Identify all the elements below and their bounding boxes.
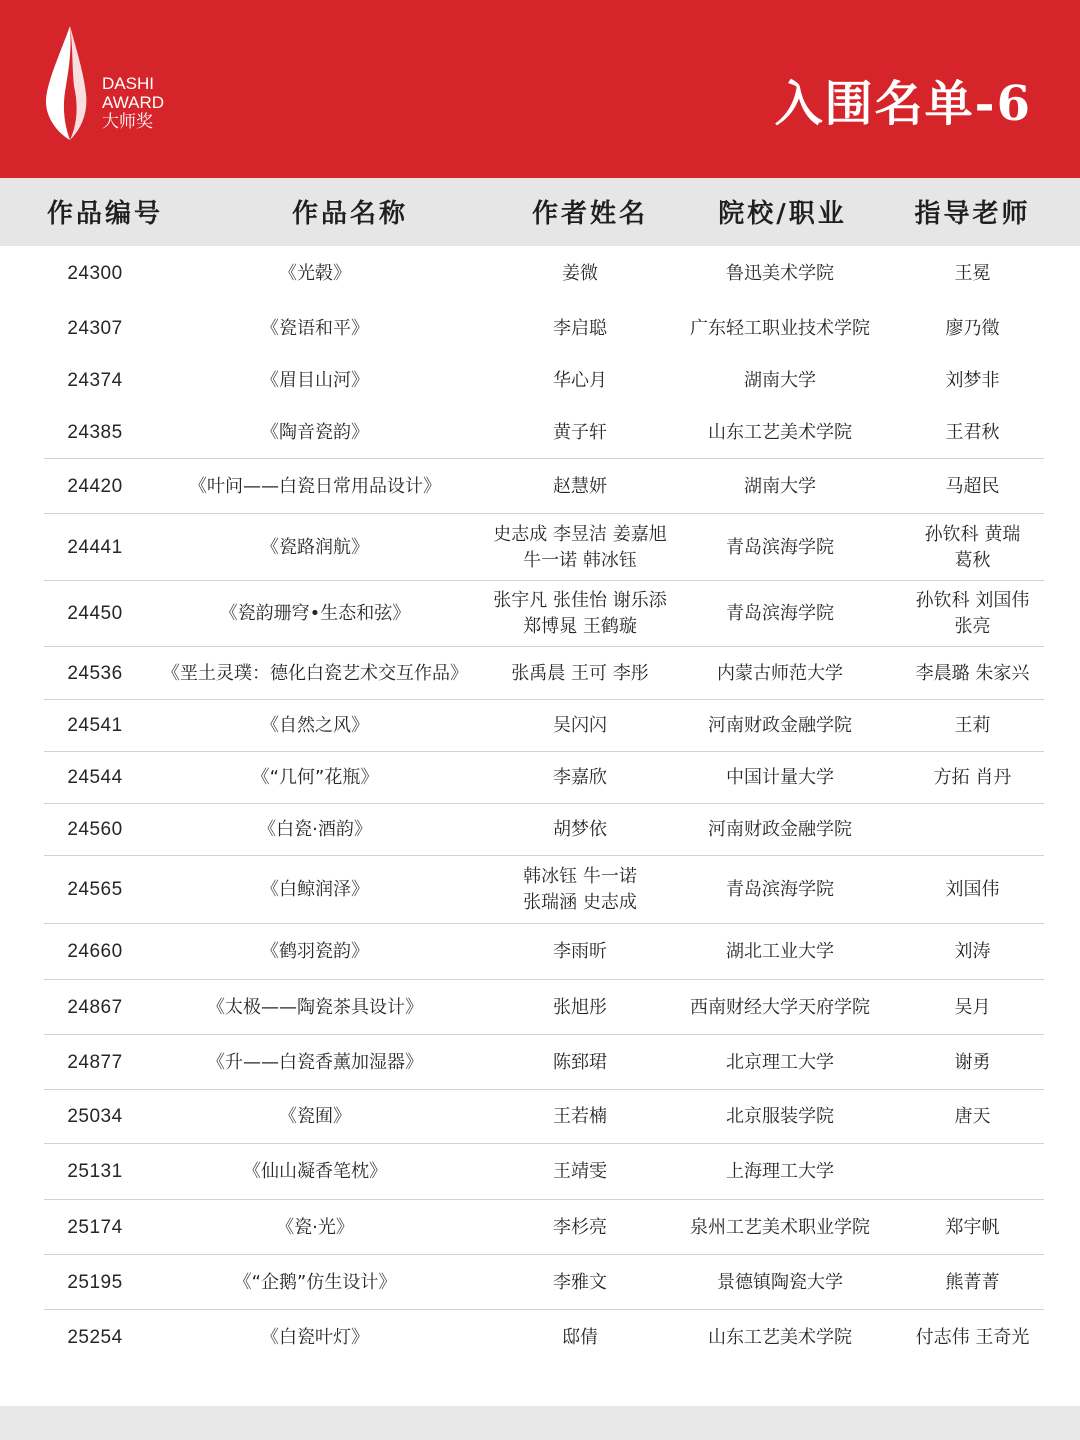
cell-teacher [880, 514, 1065, 581]
table-row [0, 1144, 1080, 1200]
cell-work-id: 24867 [67, 996, 123, 1018]
cell-teacher [880, 752, 1065, 804]
cell-teacher [880, 459, 1065, 514]
cell-author [480, 407, 680, 459]
cell-work-id: 25254 [67, 1327, 123, 1348]
cell-author-line: 张瑞涵 史志成 [523, 892, 637, 913]
flame-logo-icon [40, 24, 100, 144]
cell-teacher [880, 924, 1065, 980]
cell-author [480, 1310, 680, 1366]
dashi-award-logo [40, 24, 190, 144]
cell-work-title: 《垩土灵璞：德化白瓷艺术交互作品》 [162, 662, 468, 684]
cell-author-line: 李雅文 [553, 1271, 607, 1293]
logo-wordmark [102, 74, 164, 131]
column-header-id: 作品编号 [46, 199, 163, 229]
cell-teacher-line: 吴月 [954, 996, 991, 1018]
cell-work-id: 24420 [67, 475, 123, 497]
cell-school: 上海理工大学 [726, 1161, 834, 1182]
cell-teacher [880, 804, 1065, 856]
cell-author [480, 1144, 680, 1200]
cell-teacher-line: 谢勇 [954, 1051, 991, 1073]
cell-teacher-line: 张亮 [954, 616, 991, 637]
table-row [0, 514, 1080, 581]
cell-school: 青岛滨海学院 [726, 879, 834, 900]
logo-line-1: DASHI [102, 74, 154, 93]
cell-author-line: 吴闪闪 [553, 715, 607, 736]
table-row [0, 752, 1080, 804]
logo-line-3: 大师奖 [102, 112, 153, 131]
table-row [0, 581, 1080, 647]
cell-school: 山东工艺美术学院 [708, 422, 852, 443]
cell-author-line: 史志成 李昱洁 姜嘉旭 [493, 523, 667, 545]
cell-teacher [880, 1144, 1065, 1200]
cell-work-title: 《瓷·光》 [276, 1216, 354, 1238]
cell-teacher-line: 王冕 [954, 263, 991, 284]
cell-author-line: 张旭彤 [553, 996, 607, 1018]
cell-author-line: 邸倩 [562, 1327, 598, 1348]
column-header-author: 作者姓名 [531, 199, 648, 229]
cell-work-title: 《升——白瓷香薰加湿器》 [207, 1051, 423, 1073]
cell-teacher [880, 980, 1065, 1035]
header-banner [0, 0, 1080, 178]
cell-author-line: 张禹晨 王可 李彤 [511, 662, 649, 684]
cell-work-title: 《白瓷叶灯》 [261, 1327, 369, 1348]
cell-author-line: 华心月 [553, 370, 607, 391]
cell-teacher [880, 700, 1065, 752]
cell-author [480, 804, 680, 856]
table-header [0, 178, 1080, 246]
cell-teacher-line: 付志伟 王奇光 [915, 1327, 1030, 1348]
cell-work-id: 25034 [67, 1106, 123, 1127]
cell-school: 中国计量大学 [726, 767, 834, 788]
cell-teacher-line: 孙钦科 刘国伟 [915, 590, 1030, 611]
table-row [0, 246, 1080, 302]
cell-author-line: 张宇凡 张佳怡 谢乐添 [493, 590, 667, 611]
cell-work-title: 《光毂》 [279, 263, 351, 284]
cell-work-id: 24536 [67, 662, 123, 684]
cell-author-line: 黄子轩 [553, 422, 607, 443]
table-row [0, 459, 1080, 514]
cell-school: 湖北工业大学 [726, 941, 834, 962]
cell-school: 湖南大学 [744, 370, 816, 391]
cell-teacher-line: 刘梦非 [945, 370, 1000, 391]
cell-teacher-line: 王君秋 [945, 422, 1000, 443]
cell-teacher [880, 1200, 1065, 1255]
cell-work-id: 24441 [67, 536, 123, 558]
cell-author-line: 胡梦依 [553, 819, 607, 840]
cell-work-id: 24385 [67, 422, 123, 443]
cell-author-line: 郑博晁 王鹤璇 [523, 616, 637, 637]
cell-teacher-line: 葛秋 [954, 549, 991, 571]
table-row [0, 1035, 1080, 1090]
cell-work-title: 《“企鹅”仿生设计》 [233, 1271, 397, 1293]
cell-teacher [880, 647, 1065, 700]
column-header-teacher: 指导老师 [914, 199, 1031, 229]
cell-teacher [880, 355, 1065, 407]
cell-teacher [880, 856, 1065, 924]
cell-work-title: 《叶问——白瓷日常用品设计》 [189, 475, 441, 497]
cell-work-id: 24541 [67, 715, 123, 736]
cell-author [480, 459, 680, 514]
cell-work-id: 24307 [67, 317, 123, 339]
table-row [0, 355, 1080, 407]
logo-line-2: AWARD [102, 93, 165, 112]
cell-work-id: 24300 [67, 263, 123, 284]
cell-teacher [880, 407, 1065, 459]
table-row [0, 856, 1080, 924]
table-row [0, 647, 1080, 700]
cell-work-id: 24544 [67, 767, 123, 788]
cell-school: 内蒙古师范大学 [717, 662, 843, 684]
footer-bar [0, 1406, 1080, 1440]
cell-teacher-line: 刘国伟 [945, 879, 1000, 900]
cell-author [480, 700, 680, 752]
cell-work-title: 《白瓷·酒韵》 [258, 819, 372, 840]
column-header-title: 作品名称 [291, 199, 408, 229]
cell-school: 北京理工大学 [726, 1051, 834, 1073]
cell-author [480, 752, 680, 804]
cell-school: 西南财经大学天府学院 [690, 996, 870, 1018]
cell-work-title: 《瓷韵珊穹•生态和弦》 [219, 603, 411, 624]
cell-teacher [880, 1035, 1065, 1090]
cell-teacher [880, 1255, 1065, 1310]
cell-work-title: 《陶音瓷韵》 [261, 422, 369, 443]
cell-author [480, 1035, 680, 1090]
cell-work-title: 《瓷路润航》 [261, 536, 369, 558]
cell-author-line: 李雨昕 [553, 941, 607, 962]
table-row [0, 302, 1080, 355]
cell-teacher [880, 1310, 1065, 1366]
cell-author [480, 514, 680, 581]
table-row [0, 804, 1080, 856]
cell-teacher-line: 熊菁菁 [945, 1271, 1000, 1293]
cell-school: 广东轻工职业技术学院 [690, 317, 870, 339]
cell-author [480, 581, 680, 647]
cell-author-line: 赵慧妍 [553, 475, 607, 497]
cell-author [480, 1200, 680, 1255]
cell-author-line: 韩冰钰 牛一诺 [523, 866, 637, 887]
cell-teacher-line: 郑宇帆 [945, 1216, 1000, 1238]
cell-author [480, 924, 680, 980]
cell-author-line: 李杉亮 [553, 1216, 607, 1238]
table-row [0, 1255, 1080, 1310]
cell-work-id: 24374 [67, 370, 123, 391]
cell-author-line: 王若楠 [553, 1106, 607, 1127]
cell-teacher-line: 孙钦科 黄瑞 [924, 523, 1021, 545]
cell-teacher-line: 方拓 肖丹 [933, 767, 1012, 788]
cell-school: 河南财政金融学院 [708, 715, 852, 736]
cell-author [480, 980, 680, 1035]
table-row [0, 1310, 1080, 1366]
table-row [0, 700, 1080, 752]
cell-teacher [880, 246, 1065, 302]
cell-school: 河南财政金融学院 [708, 819, 852, 840]
cell-author [480, 246, 680, 302]
cell-work-id: 25131 [67, 1161, 123, 1182]
cell-teacher-line: 王莉 [954, 715, 991, 736]
cell-school: 湖南大学 [744, 475, 816, 497]
cell-school: 景德镇陶瓷大学 [717, 1271, 843, 1293]
cell-work-title: 《鹤羽瓷韵》 [261, 941, 369, 962]
table-row [0, 407, 1080, 459]
cell-school: 青岛滨海学院 [726, 536, 834, 558]
cell-work-title: 《仙山凝香笔枕》 [243, 1161, 387, 1182]
cell-teacher-line: 刘涛 [954, 941, 991, 962]
cell-work-title: 《自然之风》 [261, 715, 369, 736]
column-header-school: 院校/职业 [718, 199, 847, 229]
cell-author [480, 1090, 680, 1144]
cell-author-line: 李启聪 [553, 317, 607, 339]
cell-author-line: 姜微 [562, 263, 598, 284]
cell-work-id: 24565 [67, 879, 123, 900]
cell-teacher-line: 廖乃徵 [945, 317, 1000, 339]
cell-author-line: 陈郅珺 [553, 1051, 607, 1073]
cell-school: 泉州工艺美术职业学院 [690, 1216, 870, 1238]
page-title: 入围名单-6 [774, 76, 1032, 132]
cell-work-id: 25174 [67, 1216, 123, 1238]
cell-author [480, 856, 680, 924]
cell-author [480, 647, 680, 700]
cell-work-id: 25195 [67, 1271, 123, 1293]
cell-work-title: 《太极——陶瓷茶具设计》 [207, 996, 423, 1018]
cell-teacher [880, 581, 1065, 647]
cell-work-id: 24450 [67, 603, 123, 624]
cell-author [480, 355, 680, 407]
cell-author [480, 1255, 680, 1310]
cell-teacher-line: 唐天 [954, 1106, 991, 1127]
cell-author-line: 王靖雯 [553, 1161, 607, 1182]
cell-teacher-line: 李晨璐 朱家兴 [915, 662, 1030, 684]
cell-work-title: 《“几何”花瓶》 [251, 767, 379, 788]
cell-work-id: 24660 [67, 941, 123, 962]
cell-school: 青岛滨海学院 [726, 603, 834, 624]
cell-school: 山东工艺美术学院 [708, 1327, 852, 1348]
cell-teacher-line: 马超民 [945, 475, 1000, 497]
table-row [0, 980, 1080, 1035]
cell-work-title: 《白鲸润泽》 [261, 879, 369, 900]
cell-author-line: 李嘉欣 [553, 767, 607, 788]
cell-school: 北京服装学院 [726, 1106, 834, 1127]
cell-work-title: 《瓷语和平》 [261, 317, 369, 339]
cell-author [480, 302, 680, 355]
cell-work-id: 24877 [67, 1051, 123, 1073]
cell-author-line: 牛一诺 韩冰钰 [523, 549, 637, 571]
cell-work-title: 《眉目山河》 [261, 370, 369, 391]
table-row [0, 1200, 1080, 1255]
cell-school: 鲁迅美术学院 [726, 263, 834, 284]
cell-teacher [880, 302, 1065, 355]
cell-work-id: 24560 [67, 819, 123, 840]
cell-teacher [880, 1090, 1065, 1144]
table-row [0, 924, 1080, 980]
table-row [0, 1090, 1080, 1144]
cell-work-title: 《瓷囿》 [279, 1106, 351, 1127]
